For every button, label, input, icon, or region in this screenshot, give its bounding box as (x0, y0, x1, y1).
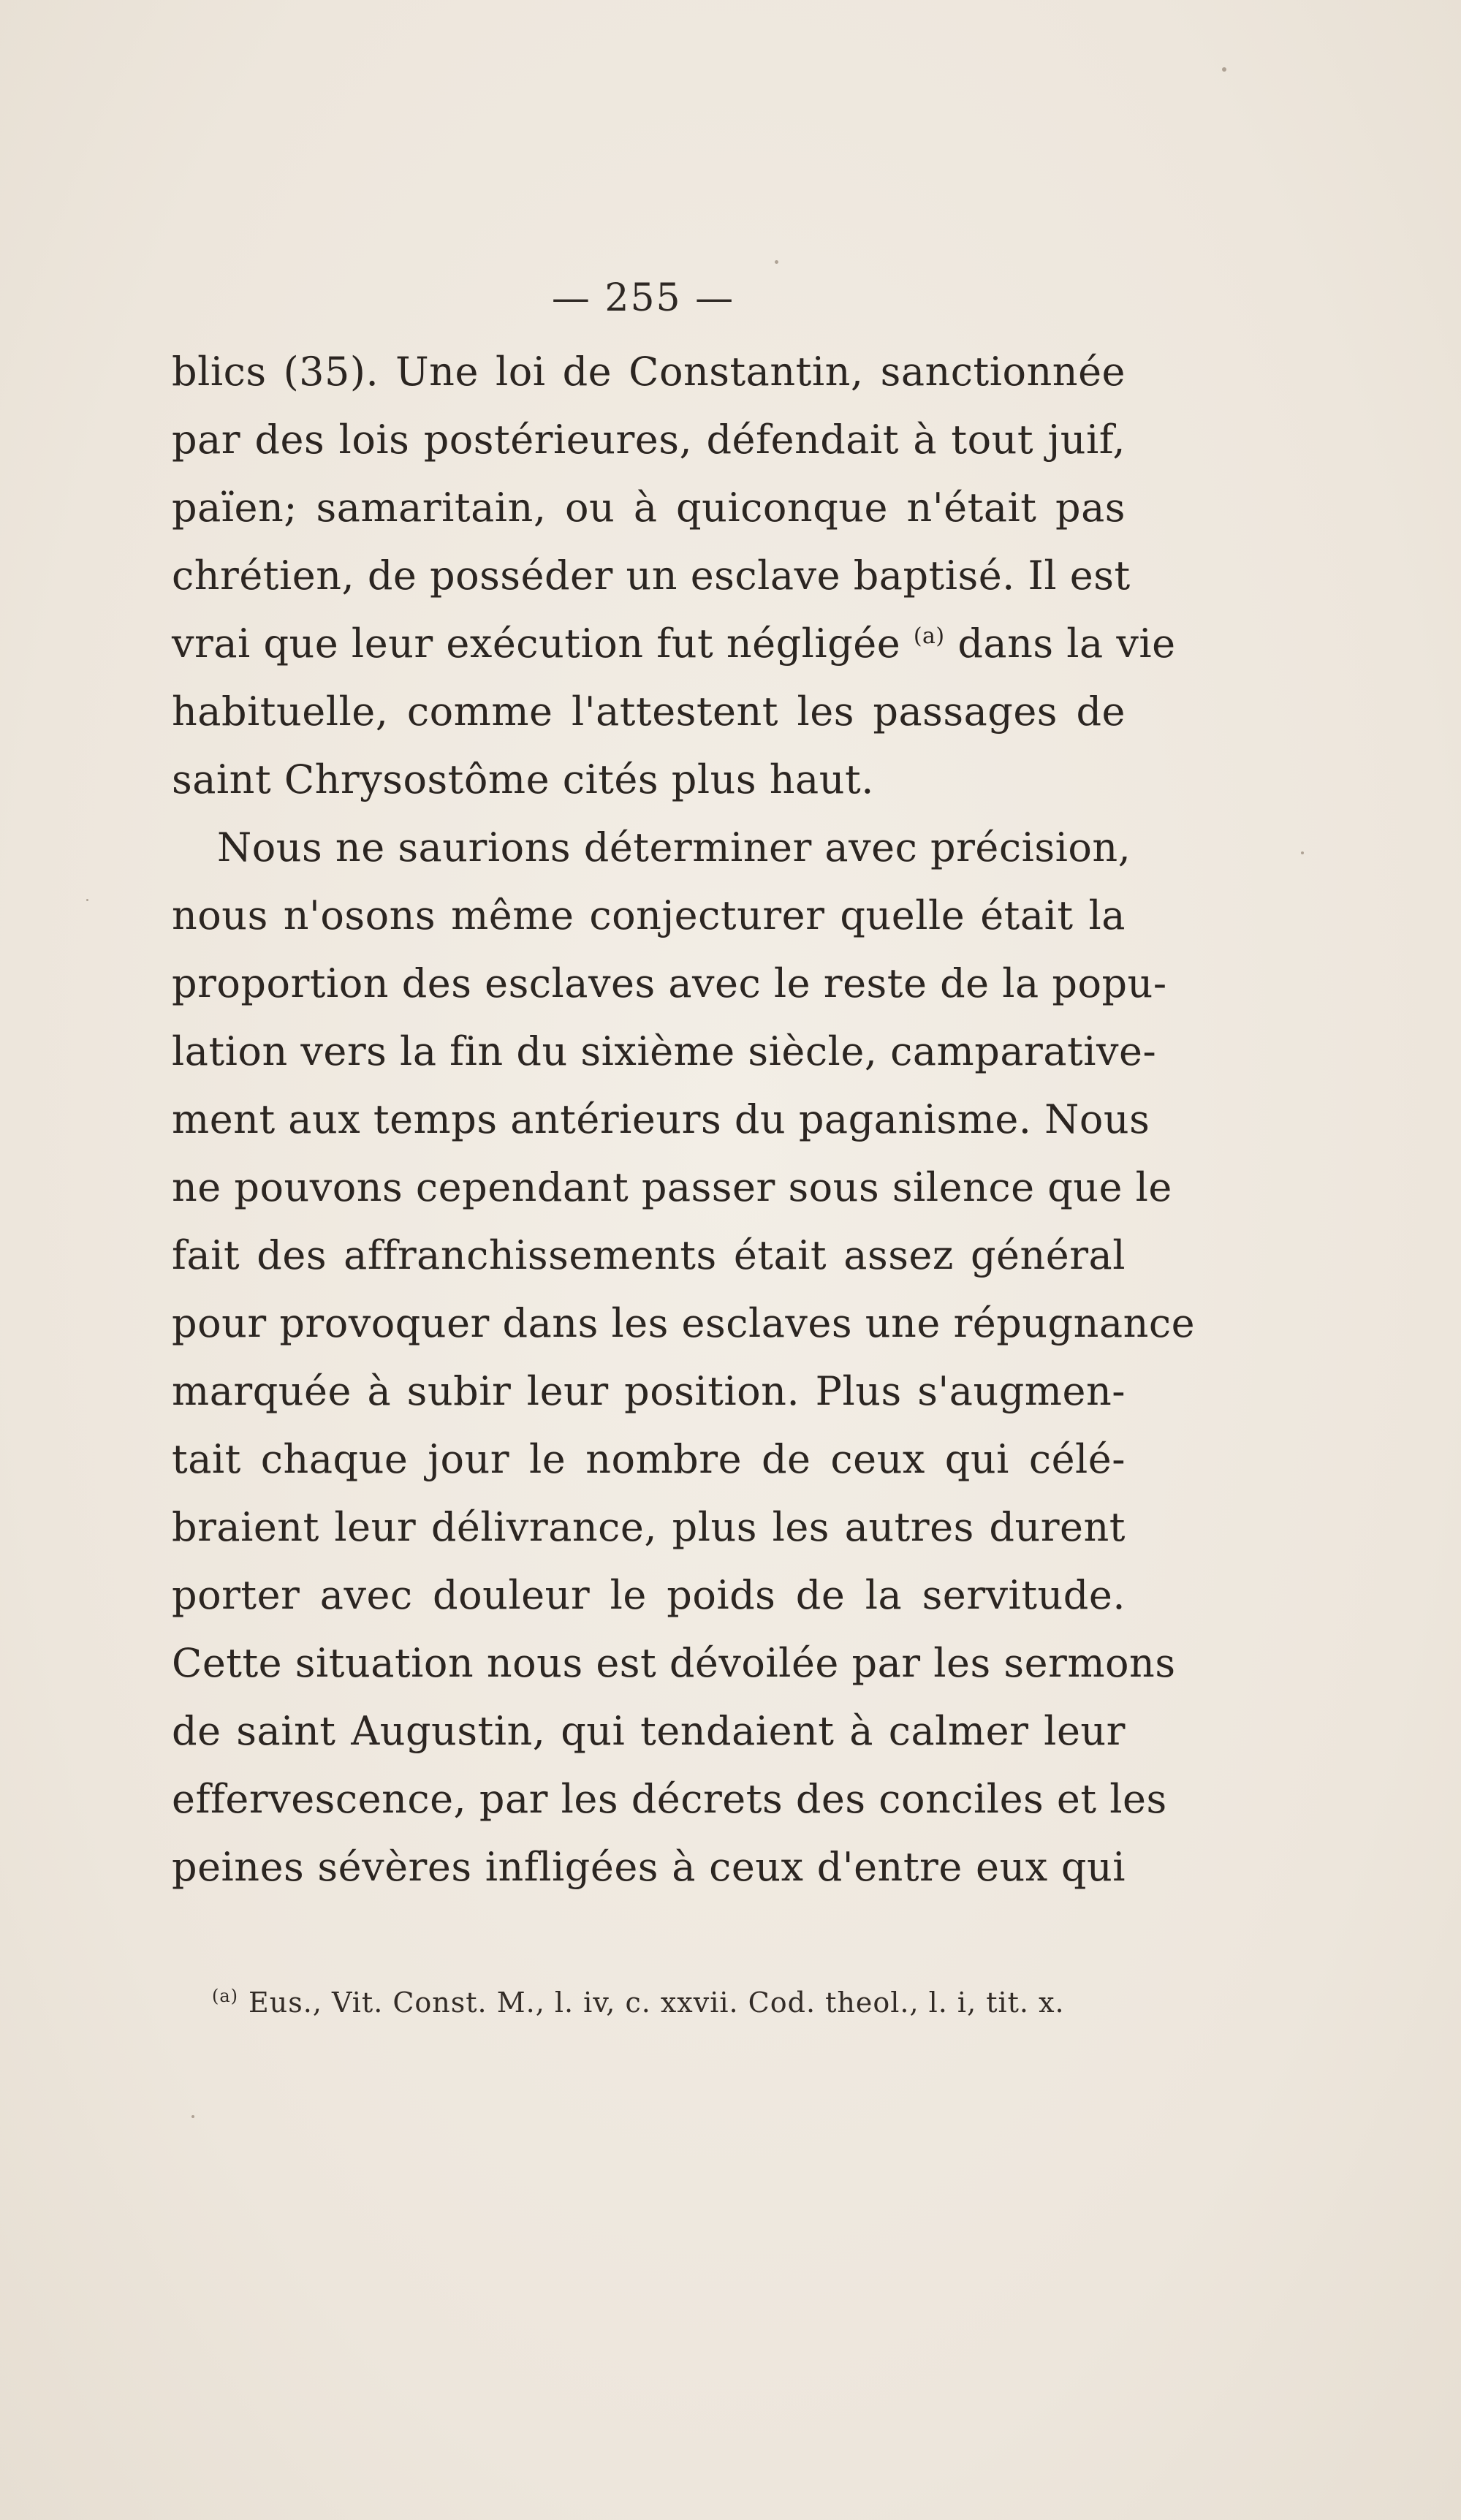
text-line-content (172, 610, 1176, 678)
text-line-content: braient leur délivrance, plus les autres durent (172, 1504, 1126, 1550)
text-line-content: lation vers la fin du sixième siècle, camparative- (172, 1028, 1157, 1074)
page-number: — 255 — (551, 276, 735, 320)
text-line-content: ment aux temps antérieurs du paganisme. Nous (172, 1096, 1150, 1142)
footnote (212, 1981, 1133, 2024)
text-line-tail: dans la vie (957, 620, 1176, 667)
text-line (172, 542, 1131, 610)
text-line-content: Nous ne saurions déterminer avec précision, (217, 824, 1131, 870)
text-line-content: ne pouvons cependant passer sous silence que le (172, 1164, 1172, 1210)
text-line (172, 949, 1167, 1017)
text-line (172, 1425, 1126, 1493)
text-line (172, 1493, 1126, 1561)
paper-speck (775, 260, 778, 264)
text-line (172, 1153, 1172, 1221)
text-line-content: effervescence, par les décrets des conciles et les (172, 1776, 1167, 1822)
text-line (172, 338, 1126, 406)
text-line (172, 1085, 1150, 1153)
text-line-content: porter avec douleur le poids de la servitude. (172, 1572, 1126, 1618)
text-line-content: blics (35). Une loi de Constantin, sanctionnée (172, 349, 1126, 395)
footnote-mark: (a) (212, 1986, 239, 2007)
text-line (172, 881, 1126, 949)
text-line (172, 1017, 1157, 1085)
paper-speck (1222, 67, 1226, 72)
text-line (172, 474, 1126, 542)
text-line-content: fait des affranchissements était assez général (172, 1232, 1126, 1278)
footnote-text: Eus., Vit. Const. M., l. iv, c. xxvii. Cod. theol., l. i, tit. x. (248, 1986, 1065, 2019)
text-line (172, 610, 1176, 678)
text-line-content: tait chaque jour le nombre de ceux qui célé- (172, 1436, 1126, 1482)
paper-speck (86, 899, 88, 901)
text-line (172, 1833, 1126, 1901)
text-line (172, 813, 1131, 881)
text-line-content: saint Chrysostôme cités plus haut. (172, 756, 874, 802)
footnote-reference: (a) (913, 623, 945, 649)
paper-speck (1301, 851, 1304, 854)
text-line (172, 1697, 1126, 1765)
text-line (172, 745, 1126, 813)
text-line (172, 678, 1126, 745)
text-line (172, 1289, 1196, 1357)
text-line (172, 1221, 1126, 1289)
text-line-content: nous n'osons même conjecturer quelle était la (172, 892, 1126, 938)
paper-speck (191, 2115, 194, 2118)
text-line-content: pour provoquer dans les esclaves une répugnance (172, 1300, 1196, 1346)
text-line (172, 1561, 1126, 1629)
text-line-head: vrai que leur exécution fut négligée (172, 620, 901, 667)
text-line (172, 1765, 1167, 1833)
text-line (172, 406, 1126, 474)
text-line-content: chrétien, de posséder un esclave baptisé. Il est (172, 553, 1131, 599)
text-line-content: païen; samaritain, ou à quiconque n'était pas (172, 485, 1126, 531)
text-line (172, 1357, 1126, 1425)
text-line-content: habituelle, comme l'attestent les passages de (172, 688, 1126, 735)
text-line-content: de saint Augustin, qui tendaient à calmer leur (172, 1708, 1126, 1754)
text-line-content: Cette situation nous est dévoilée par les sermons (172, 1640, 1176, 1686)
text-line-content: peines sévères infligées à ceux d'entre eux qui (172, 1844, 1126, 1890)
text-line-content: proportion des esclaves avec le reste de la popu- (172, 960, 1167, 1006)
text-line-content: par des lois postérieures, défendait à tout juif, (172, 417, 1126, 463)
body-text (172, 338, 1196, 1901)
text-line-content: marquée à subir leur position. Plus s'augmen- (172, 1368, 1126, 1414)
text-line (172, 1629, 1176, 1697)
